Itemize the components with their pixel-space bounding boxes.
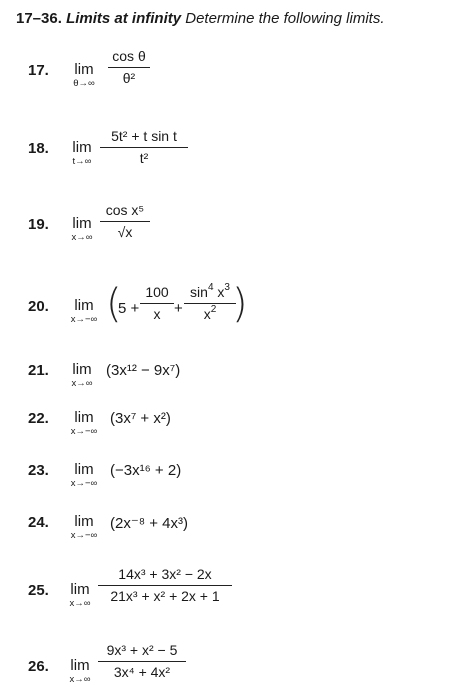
limit-operator: lim x→−∞ xyxy=(60,410,108,437)
limit-operator: lim x→∞ xyxy=(60,658,100,685)
limit-subscript: x→−∞ xyxy=(70,426,98,437)
fraction-bar xyxy=(98,661,186,662)
fraction-bar xyxy=(108,67,150,68)
problem-number: 19. xyxy=(28,216,49,233)
fraction xyxy=(100,202,150,241)
section-topic: Limits at infinity xyxy=(66,10,182,27)
limit-operator: lim x→−∞ xyxy=(60,462,108,489)
denominator: θ² xyxy=(122,70,136,86)
limit-subscript: θ→∞ xyxy=(73,78,95,89)
limit-subscript: x→∞ xyxy=(71,378,93,389)
denominator: 3x⁴ + 4x² xyxy=(113,664,171,680)
problem-range: 17–36. xyxy=(16,10,62,27)
numerator: 5t² + t sin t xyxy=(111,128,177,144)
limit-subscript: x→−∞ xyxy=(70,314,98,325)
problem-number: 24. xyxy=(28,514,49,531)
problem-number: 21. xyxy=(28,362,49,379)
fraction: $\sin^4 x^3$ $x^2$ xyxy=(184,284,236,323)
problem-number: 22. xyxy=(28,410,49,427)
limit-subscript: t→∞ xyxy=(72,156,92,167)
problem-number: 25. xyxy=(28,582,49,599)
numerator: 14x³ + 3x² − 2x xyxy=(118,566,212,582)
limit-operator: lim x→∞ xyxy=(60,216,104,243)
limit-expression: (2x⁻⁸ + 4x³) xyxy=(110,515,189,532)
problem-number: 26. xyxy=(28,658,49,675)
fraction-bar xyxy=(98,585,232,586)
limit-operator: lim x→∞ xyxy=(60,362,104,389)
denominator: 21x³ + x² + 2x + 1 xyxy=(110,588,220,604)
plus-sign: + xyxy=(174,300,183,317)
limit-expression: (3x⁷ + x²) xyxy=(110,410,171,427)
problem-number: 23. xyxy=(28,462,49,479)
limit-subscript: x→−∞ xyxy=(70,530,98,541)
limit-subscript: x→∞ xyxy=(69,598,91,609)
fraction xyxy=(108,48,150,87)
limit-operator: lim t→∞ xyxy=(60,140,104,167)
limit-subscript: x→∞ xyxy=(69,674,91,685)
fraction-bar xyxy=(100,147,188,148)
section-header xyxy=(16,10,385,27)
problem-number: 18. xyxy=(28,140,49,157)
problem-number: 17. xyxy=(28,62,49,79)
limit-operator: lim x→∞ xyxy=(60,582,100,609)
limit-subscript: x→∞ xyxy=(71,232,93,243)
numerator: cos x⁵ xyxy=(105,202,145,218)
section-instruction: Determine the following limits. xyxy=(185,10,385,27)
right-paren: ) xyxy=(232,281,248,327)
fraction xyxy=(98,642,186,681)
limit-subscript: x→−∞ xyxy=(70,478,98,489)
numerator: 9x³ + x² − 5 xyxy=(106,642,178,658)
limit-expression: (−3x¹⁶ + 2) xyxy=(110,462,182,479)
problem-number: 20. xyxy=(28,298,49,315)
limit-expression: (3x¹² − 9x⁷) xyxy=(106,362,181,379)
fraction xyxy=(100,128,188,167)
denominator: t² xyxy=(139,150,149,166)
left-paren: ( xyxy=(106,281,122,327)
numerator: cos θ xyxy=(112,48,146,64)
limit-operator: lim x→−∞ xyxy=(60,514,108,541)
denominator: √x xyxy=(117,224,133,240)
fraction: 100 x xyxy=(140,284,174,323)
limit-operator: lim x→−∞ xyxy=(60,298,108,325)
limit-operator: lim θ→∞ xyxy=(60,62,108,89)
term-constant: 5 + xyxy=(118,300,140,317)
fraction xyxy=(98,566,232,605)
fraction-bar xyxy=(100,221,150,222)
